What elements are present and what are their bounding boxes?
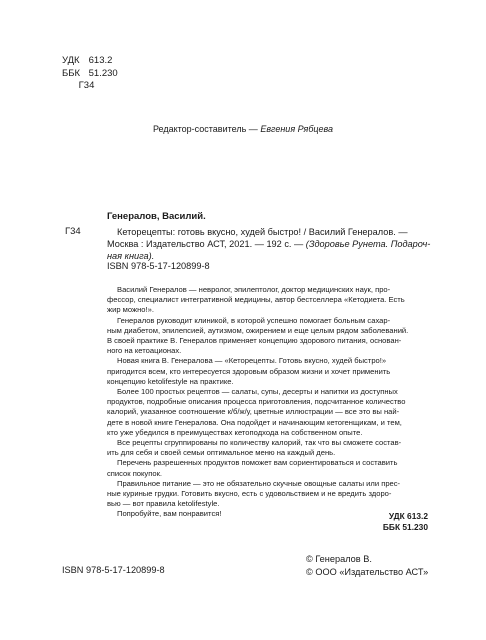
annotation-line: список покупок. — [107, 468, 162, 478]
classification-codes — [62, 55, 118, 93]
annotation-line: Более 100 простых рецептов — салаты, супы, десерты и напитки из доступных — [117, 387, 398, 397]
bibliographic-description — [107, 226, 437, 263]
footer-isbn: ISBN 978-5-17-120899-8 — [62, 565, 165, 575]
biblio-series-start: (Здоровье Рунета. Подароч- — [305, 239, 431, 250]
udk-label: УДК — [62, 55, 80, 66]
annotation-line: ным диабетом, эпилепсией, аутизмом, ожирением и еще целым рядом заболеваний. — [107, 325, 409, 335]
author-sign-code: Г34 — [78, 80, 95, 91]
annotation-line: фессор, специалист интегративной медицины, автор бестселлера «Кетодиета. Есть — [107, 295, 405, 305]
bbk-label: ББК — [62, 67, 81, 79]
right-bbk: ББК 51.230 — [382, 522, 428, 532]
annotation — [107, 285, 437, 520]
annotation-line: пригодится всем, кто интересуется здоровым образом жизни и хочет применить — [107, 366, 391, 376]
udk-value: 613.2 — [88, 55, 113, 66]
copyright-publisher: © ООО «Издательство АСТ» — [306, 566, 429, 577]
annotation-line: дете в новой книге Генералова. Она подойдет и начинающим кетогенщикам, и тем, — [107, 417, 402, 427]
author-sign-row — [62, 80, 118, 93]
right-classification-codes — [383, 511, 428, 533]
udk-code-row — [62, 55, 118, 68]
annotation-line: ные куриные грудки. Готовить вкусно, есть с удовольствием и не вредить здоро- — [107, 489, 392, 499]
catalog-isbn: ISBN 978-5-17-120899-8 — [107, 261, 210, 271]
right-udk: УДК 613.2 — [388, 511, 428, 521]
annotation-line: Василий Генералов — невролог, эпилептолог, доктор медицинских наук, про- — [117, 285, 391, 294]
annotation-line: концепцию ketolifestyle на практике. — [107, 376, 234, 386]
annotation-line: ного на кетоационах. — [107, 346, 182, 356]
annotation-line: Правильное питание — это не обязательно скучные овощные салаты или прес- — [117, 478, 401, 488]
bbk-code-row — [62, 68, 118, 81]
editor-credit — [0, 124, 486, 134]
annotation-line: Все рецепты сгруппированы по количеству калорий, так что вы сможете состав- — [117, 438, 402, 448]
biblio-line-2 — [107, 238, 437, 250]
annotation-line: Новая книга В. Генералова — «Кеторецепты. Готовь вкусно, худей быстро!» — [117, 356, 387, 366]
annotation-line: жир можно!». — [107, 305, 154, 315]
annotation-line: Перечень разрешенных продуктов поможет вам сориентироваться и составить — [117, 458, 398, 468]
editor-label: Редактор-составитель — — [152, 124, 258, 134]
catalog-code: Г34 — [65, 226, 81, 237]
annotation-line: Попробуйте, вам понравится! — [117, 509, 222, 519]
editor-name: Евгения Рябцева — [260, 124, 334, 134]
annotation-line: калорий, указанное соотношение к/б/ж/у, цветные иллюстрации — все это вы най- — [107, 407, 400, 417]
bbk-value: 51.230 — [88, 67, 118, 79]
annotation-line: вью — вот правила ketolifestyle. — [107, 499, 220, 509]
biblio-publisher: Москва : Издательство АСТ, 2021. — 192 с. — — [107, 239, 306, 250]
copyright-block — [306, 553, 428, 578]
catalog-author: Генералов, Василий. — [107, 211, 206, 222]
biblio-series-end: ная книга). — [107, 251, 155, 262]
annotation-line: продуктов, подробные описания процесса приготовления, подсчитанное количество — [107, 397, 406, 407]
annotation-line: Генералов руководит клиникой, в которой успешно помогает больным сахар- — [117, 315, 391, 325]
biblio-line-1: Кеторецепты: готовь вкусно, худей быстро! / Василий Генералов. — — [117, 227, 408, 237]
annotation-line: кто уже убедился в преимуществах кетоподхода на собственном опыте. — [107, 427, 363, 437]
annotation-line: ить для себя и своей семьи оптимальное меню на каждый день. — [107, 448, 336, 458]
annotation-line: В своей практике В. Генералов применяет концепцию здорового питания, основан- — [107, 336, 402, 346]
copyright-author: © Генералов В. — [306, 554, 372, 564]
